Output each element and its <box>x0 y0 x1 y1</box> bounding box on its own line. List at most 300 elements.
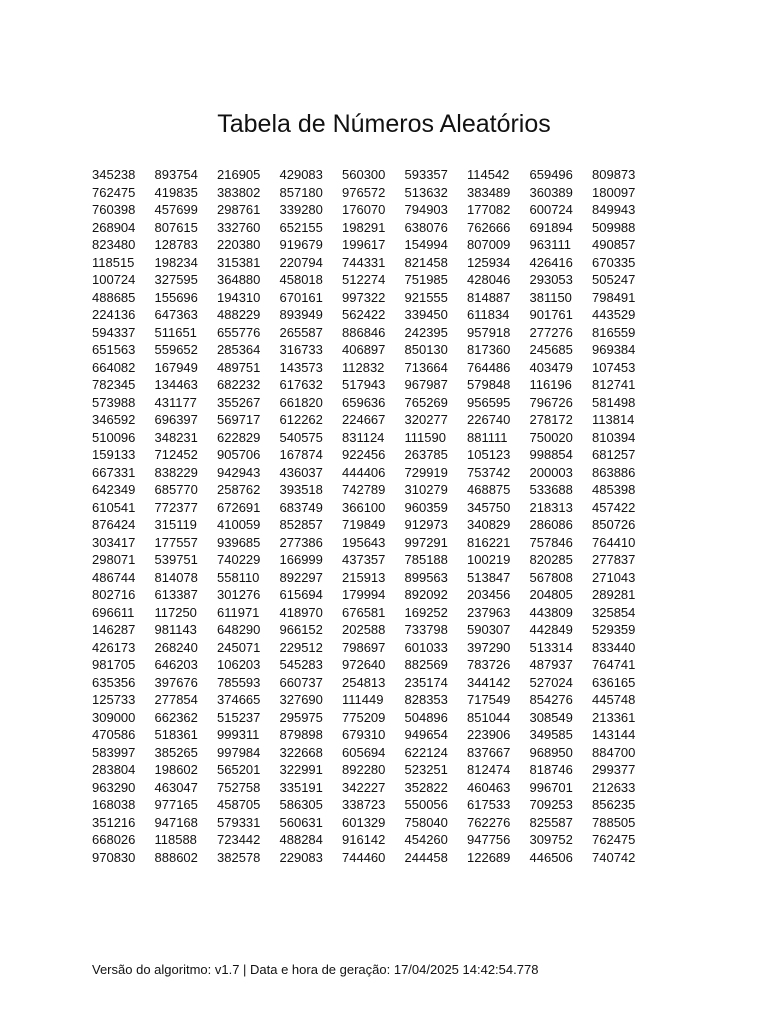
table-cell: 764741 <box>592 657 636 672</box>
table-cell: 601033 <box>404 639 448 655</box>
table-cell: 245685 <box>529 342 573 357</box>
table-cell: 956595 <box>467 394 511 410</box>
table-cell: 583997 <box>92 744 136 760</box>
table-cell: 810394 <box>592 429 636 445</box>
table-cell: 428046 <box>467 272 511 287</box>
table-cell: 545283 <box>279 657 323 672</box>
table-cell: 295975 <box>279 709 323 725</box>
table-cell: 220380 <box>217 237 261 252</box>
table-cell: 299377 <box>592 762 636 777</box>
table-cell: 638076 <box>404 219 448 235</box>
table-cell: 905706 <box>217 447 261 462</box>
table-cell: 997322 <box>342 289 386 305</box>
table-cell: 762475 <box>592 832 636 847</box>
table-cell: 672691 <box>217 499 261 515</box>
table-cell: 382578 <box>217 849 261 865</box>
table-cell: 325854 <box>592 604 636 620</box>
table-cell: 798491 <box>592 289 636 305</box>
table-cell: 712452 <box>154 447 198 462</box>
table-cell: 849943 <box>592 202 636 217</box>
table-cell: 817360 <box>467 342 511 357</box>
table-cell: 612262 <box>279 412 323 427</box>
table-cell: 229512 <box>279 639 323 655</box>
table-cell: 351216 <box>92 814 136 830</box>
table-cell: 821458 <box>404 254 448 270</box>
table-cell: 374665 <box>217 692 261 707</box>
table-cell: 744331 <box>342 254 386 270</box>
table-cell: 882569 <box>404 657 448 672</box>
table-cell: 486744 <box>92 569 136 585</box>
table-cell: 490857 <box>592 237 636 252</box>
table-cell: 513314 <box>529 639 573 655</box>
table-cell: 729919 <box>404 464 448 480</box>
table-cell: 586305 <box>279 797 323 812</box>
table-cell: 198234 <box>154 254 198 270</box>
table-cell: 590307 <box>467 622 511 637</box>
table-cell: 764486 <box>467 359 511 375</box>
table-cell: 143573 <box>279 359 323 375</box>
table-cell: 107453 <box>592 359 636 375</box>
table-cell: 901761 <box>529 307 573 322</box>
table-cell: 393518 <box>279 482 323 497</box>
table-cell: 345238 <box>92 167 136 182</box>
table-cell: 263785 <box>404 447 448 462</box>
table-cell: 237963 <box>467 604 511 620</box>
table-cell: 488229 <box>217 307 261 322</box>
table-cell: 510096 <box>92 429 136 445</box>
table-cell: 316733 <box>279 342 323 357</box>
table-cell: 814078 <box>154 569 198 585</box>
table-cell: 785593 <box>217 674 261 690</box>
table-cell: 344142 <box>467 674 511 690</box>
table-cell: 301276 <box>217 587 261 602</box>
table-cell: 569717 <box>217 412 261 427</box>
table-cell: 757846 <box>529 534 573 550</box>
table-cell: 812474 <box>467 762 511 777</box>
table-cell: 159133 <box>92 447 136 462</box>
table-cell: 460463 <box>467 779 511 795</box>
table-cell: 154994 <box>404 237 448 252</box>
table-cell: 802716 <box>92 587 136 602</box>
table-cell: 169252 <box>404 604 448 620</box>
table-cell: 969384 <box>592 342 636 357</box>
table-cell: 997984 <box>217 744 261 760</box>
table-cell: 444406 <box>342 464 386 480</box>
table-cell: 752758 <box>217 779 261 795</box>
table-cell: 111590 <box>404 429 446 445</box>
table-cell: 655776 <box>217 324 261 340</box>
table-cell: 942943 <box>217 464 261 480</box>
table-cell: 116196 <box>529 377 572 392</box>
table-cell: 345750 <box>467 499 511 515</box>
table-cell: 443809 <box>529 604 573 620</box>
table-cell: 751985 <box>404 272 448 287</box>
table-cell: 195643 <box>342 534 386 550</box>
table-cell: 229083 <box>279 849 323 865</box>
table-cell: 922456 <box>342 447 386 462</box>
table-cell: 310279 <box>404 482 448 497</box>
table-cell: 981143 <box>154 622 197 637</box>
table-cell: 117250 <box>154 604 197 620</box>
table-cell: 468875 <box>467 482 511 497</box>
table-cell: 863886 <box>592 464 636 480</box>
table-cell: 600724 <box>529 202 573 217</box>
table-cell: 892280 <box>342 762 386 777</box>
table-cell: 970830 <box>92 849 136 865</box>
table-cell: 426173 <box>92 639 136 655</box>
table-cell: 265587 <box>279 324 323 340</box>
table-cell: 198291 <box>342 219 386 235</box>
table-cell: 807615 <box>154 219 198 235</box>
table-cell: 122689 <box>467 849 511 865</box>
table-cell: 512274 <box>342 272 386 287</box>
table-cell: 966152 <box>279 622 323 637</box>
table-cell: 679310 <box>342 727 386 742</box>
table-cell: 134463 <box>154 377 198 392</box>
table-cell: 180097 <box>592 184 636 200</box>
table-cell: 298761 <box>217 202 261 217</box>
table-cell: 489751 <box>217 359 261 375</box>
table-cell: 426416 <box>529 254 573 270</box>
table-cell: 457699 <box>154 202 198 217</box>
table-cell: 215913 <box>342 569 386 585</box>
table-cell: 128783 <box>154 237 198 252</box>
table-cell: 303417 <box>92 534 136 550</box>
table-cell: 322991 <box>279 762 323 777</box>
table-cell: 615694 <box>279 587 323 602</box>
table-cell: 899563 <box>404 569 448 585</box>
table-cell: 662362 <box>154 709 198 725</box>
table-cell: 893949 <box>279 307 323 322</box>
table-cell: 622829 <box>217 429 261 445</box>
table-cell: 775209 <box>342 709 386 725</box>
table-cell: 825587 <box>529 814 573 830</box>
table-cell: 831124 <box>342 429 385 445</box>
table-cell: 346592 <box>92 412 136 427</box>
table-cell: 419835 <box>154 184 198 200</box>
table-cell: 594337 <box>92 324 136 340</box>
table-cell: 661820 <box>279 394 323 410</box>
table-cell: 676581 <box>342 604 386 620</box>
table-cell: 560300 <box>342 167 386 182</box>
table-cell: 696397 <box>154 412 198 427</box>
table-cell: 997291 <box>404 534 448 550</box>
table-cell: 366100 <box>342 499 386 515</box>
table-cell: 762276 <box>467 814 511 830</box>
table-cell: 550056 <box>404 797 448 812</box>
table-cell: 681257 <box>592 447 636 462</box>
table-cell: 446506 <box>529 849 573 865</box>
table-cell: 443529 <box>592 307 636 322</box>
table-cell: 783726 <box>467 657 511 672</box>
table-cell: 203456 <box>467 587 511 602</box>
table-cell: 647363 <box>154 307 198 322</box>
table-cell: 981705 <box>92 657 136 672</box>
table-cell: 470586 <box>92 727 136 742</box>
table-cell: 717549 <box>467 692 511 707</box>
table-cell: 916142 <box>342 832 386 847</box>
table-cell: 581498 <box>592 394 636 410</box>
table-cell: 268904 <box>92 219 136 235</box>
table-cell: 892297 <box>279 569 323 585</box>
table-cell: 454260 <box>404 832 448 847</box>
table-cell: 740229 <box>217 552 261 567</box>
table-cell: 364880 <box>217 272 261 287</box>
table-cell: 381150 <box>529 289 572 305</box>
table-cell: 349585 <box>529 727 573 742</box>
table-cell: 833440 <box>592 639 636 655</box>
table-cell: 105123 <box>467 447 511 462</box>
table-cell: 893754 <box>154 167 198 182</box>
table-cell: 315381 <box>217 254 261 270</box>
table-cell: 723442 <box>217 832 261 847</box>
table-cell: 218313 <box>529 499 573 515</box>
table-cell: 796726 <box>529 394 573 410</box>
table-cell: 505247 <box>592 272 636 287</box>
table-cell: 166999 <box>279 552 323 567</box>
table-cell: 220794 <box>279 254 323 270</box>
table-cell: 327690 <box>279 692 323 707</box>
table-cell: 758040 <box>404 814 448 830</box>
table-cell: 837667 <box>467 744 511 760</box>
table-cell: 646203 <box>154 657 198 672</box>
table-cell: 114542 <box>467 167 510 182</box>
table-cell: 335191 <box>279 779 323 795</box>
table-cell: 339450 <box>404 307 448 322</box>
table-cell: 176070 <box>342 202 386 217</box>
table-cell: 812741 <box>592 377 636 392</box>
table-cell: 838229 <box>154 464 198 480</box>
table-cell: 224136 <box>92 307 136 322</box>
table-cell: 888602 <box>154 849 198 865</box>
table-cell: 488284 <box>279 832 323 847</box>
table-cell: 648290 <box>217 622 261 637</box>
table-cell: 850726 <box>592 517 636 532</box>
table-cell: 635356 <box>92 674 136 690</box>
table-cell: 212633 <box>592 779 636 795</box>
table-cell: 199617 <box>342 237 386 252</box>
table-cell: 168038 <box>92 797 136 812</box>
table-cell: 852857 <box>279 517 323 532</box>
table-cell: 244458 <box>404 849 448 865</box>
table-cell: 143144 <box>592 727 636 742</box>
table-cell: 593357 <box>404 167 448 182</box>
table-cell: 892092 <box>404 587 448 602</box>
table-cell: 457422 <box>592 499 636 515</box>
table-cell: 968950 <box>529 744 573 760</box>
table-cell: 996701 <box>529 779 573 795</box>
table-cell: 177557 <box>154 534 198 550</box>
table-cell: 560631 <box>279 814 323 830</box>
table-cell: 285364 <box>217 342 261 357</box>
table-cell: 794903 <box>404 202 448 217</box>
table-cell: 939685 <box>217 534 261 550</box>
table-cell: 856235 <box>592 797 636 812</box>
table-cell: 622124 <box>404 744 448 760</box>
table-cell: 167949 <box>154 359 198 375</box>
table-cell: 682232 <box>217 377 261 392</box>
table-cell: 760398 <box>92 202 136 217</box>
table-cell: 742789 <box>342 482 386 497</box>
table-cell: 879898 <box>279 727 323 742</box>
table-cell: 487937 <box>529 657 573 672</box>
table-cell: 807009 <box>467 237 511 252</box>
table-cell: 857180 <box>279 184 323 200</box>
table-cell: 540575 <box>279 429 323 445</box>
page-title: Tabela de Números Aleatórios <box>217 110 551 138</box>
table-cell: 445748 <box>592 692 636 707</box>
table-cell: 610541 <box>92 499 136 515</box>
table-cell: 573988 <box>92 394 136 410</box>
table-cell: 146287 <box>92 622 136 637</box>
table-cell: 458018 <box>279 272 323 287</box>
table-cell: 559652 <box>154 342 198 357</box>
table-cell: 886846 <box>342 324 386 340</box>
table-cell: 200003 <box>529 464 573 480</box>
table-cell: 271043 <box>592 569 636 585</box>
table-cell: 744460 <box>342 849 386 865</box>
table-cell: 642349 <box>92 482 136 497</box>
table-cell: 118515 <box>92 254 135 270</box>
table-cell: 854276 <box>529 692 573 707</box>
table-cell: 485398 <box>592 482 636 497</box>
table-cell: 670161 <box>279 289 323 305</box>
table-cell: 298071 <box>92 552 136 567</box>
table-cell: 383802 <box>217 184 261 200</box>
table-cell: 515237 <box>217 709 261 725</box>
table-cell: 277837 <box>592 552 636 567</box>
table-cell: 764410 <box>592 534 636 550</box>
table-cell: 385265 <box>154 744 198 760</box>
table-cell: 785188 <box>404 552 448 567</box>
table-cell: 611971 <box>217 604 260 620</box>
table-cell: 529359 <box>592 622 636 637</box>
table-cell: 442849 <box>529 622 573 637</box>
table-cell: 579848 <box>467 377 511 392</box>
table-cell: 579331 <box>217 814 261 830</box>
table-cell: 977165 <box>154 797 198 812</box>
table-cell: 921555 <box>404 289 448 305</box>
table-cell: 567808 <box>529 569 573 585</box>
table-cell: 562422 <box>342 307 386 322</box>
table-cell: 884700 <box>592 744 636 760</box>
table-cell: 268240 <box>154 639 198 655</box>
table-cell: 972640 <box>342 657 386 672</box>
table-cell: 782345 <box>92 377 136 392</box>
table-cell: 340829 <box>467 517 511 532</box>
table-cell: 823480 <box>92 237 136 252</box>
table-cell: 308549 <box>529 709 573 725</box>
table-cell: 202588 <box>342 622 386 637</box>
table-cell: 125733 <box>92 692 136 707</box>
table-cell: 397290 <box>467 639 511 655</box>
table-cell: 709253 <box>529 797 573 812</box>
table-cell: 463047 <box>154 779 198 795</box>
table-cell: 198602 <box>154 762 198 777</box>
table-cell: 418970 <box>279 604 323 620</box>
table-cell: 947168 <box>154 814 198 830</box>
table-cell: 112832 <box>342 359 385 375</box>
table-cell: 696611 <box>92 604 135 620</box>
table-cell: 437357 <box>342 552 386 567</box>
table-cell: 818746 <box>529 762 573 777</box>
table-cell: 204805 <box>529 587 573 602</box>
table-cell: 601329 <box>342 814 386 830</box>
table-cell: 100724 <box>92 272 136 287</box>
table-cell: 750020 <box>529 429 573 445</box>
table-cell: 816559 <box>592 324 636 340</box>
table-cell: 963111 <box>529 237 571 252</box>
table-cell: 788505 <box>592 814 636 830</box>
table-cell: 912973 <box>404 517 448 532</box>
table-cell: 216905 <box>217 167 261 182</box>
table-cell: 762666 <box>467 219 511 235</box>
table-cell: 488685 <box>92 289 136 305</box>
table-cell: 762475 <box>92 184 136 200</box>
table-cell: 565201 <box>217 762 261 777</box>
table-cell: 383489 <box>467 184 511 200</box>
table-cell: 113814 <box>592 412 635 427</box>
table-cell: 254813 <box>342 674 386 690</box>
table-cell: 100219 <box>467 552 511 567</box>
table-cell: 194310 <box>217 289 261 305</box>
table-cell: 511651 <box>154 324 197 340</box>
table-cell: 533688 <box>529 482 573 497</box>
table-cell: 258762 <box>217 482 261 497</box>
table-cell: 613387 <box>154 587 198 602</box>
table-cell: 667331 <box>92 464 136 480</box>
table-cell: 436037 <box>279 464 323 480</box>
table-cell: 652155 <box>279 219 323 235</box>
table-cell: 881111 <box>467 429 508 445</box>
table-cell: 999311 <box>217 727 260 742</box>
table-cell: 998854 <box>529 447 573 462</box>
table-cell: 406897 <box>342 342 386 357</box>
table-cell: 293053 <box>529 272 573 287</box>
table-cell: 242395 <box>404 324 448 340</box>
table-cell: 664082 <box>92 359 136 375</box>
table-cell: 322668 <box>279 744 323 760</box>
table-cell: 245071 <box>217 639 261 655</box>
table-cell: 919679 <box>279 237 323 252</box>
table-cell: 713664 <box>404 359 448 375</box>
table-cell: 348231 <box>154 429 198 445</box>
table-cell: 685770 <box>154 482 198 497</box>
table-cell: 850130 <box>404 342 448 357</box>
table-cell: 523251 <box>404 762 448 777</box>
table-cell: 118588 <box>154 832 197 847</box>
table-cell: 660737 <box>279 674 323 690</box>
table-cell: 636165 <box>592 674 636 690</box>
table-cell: 403479 <box>529 359 573 375</box>
table-cell: 876424 <box>92 517 136 532</box>
table-cell: 513847 <box>467 569 511 585</box>
table-cell: 226740 <box>467 412 511 427</box>
table-cell: 651563 <box>92 342 136 357</box>
table-cell: 617533 <box>467 797 511 812</box>
table-cell: 431177 <box>154 394 197 410</box>
table-cell: 224667 <box>342 412 386 427</box>
table-cell: 339280 <box>279 202 323 217</box>
table-cell: 740742 <box>592 849 636 865</box>
table-cell: 289281 <box>592 587 636 602</box>
table-cell: 277854 <box>154 692 198 707</box>
table-cell: 283804 <box>92 762 136 777</box>
table-cell: 960359 <box>404 499 448 515</box>
table-cell: 816221 <box>467 534 511 550</box>
random-number-table <box>92 166 655 866</box>
table-cell: 605694 <box>342 744 386 760</box>
